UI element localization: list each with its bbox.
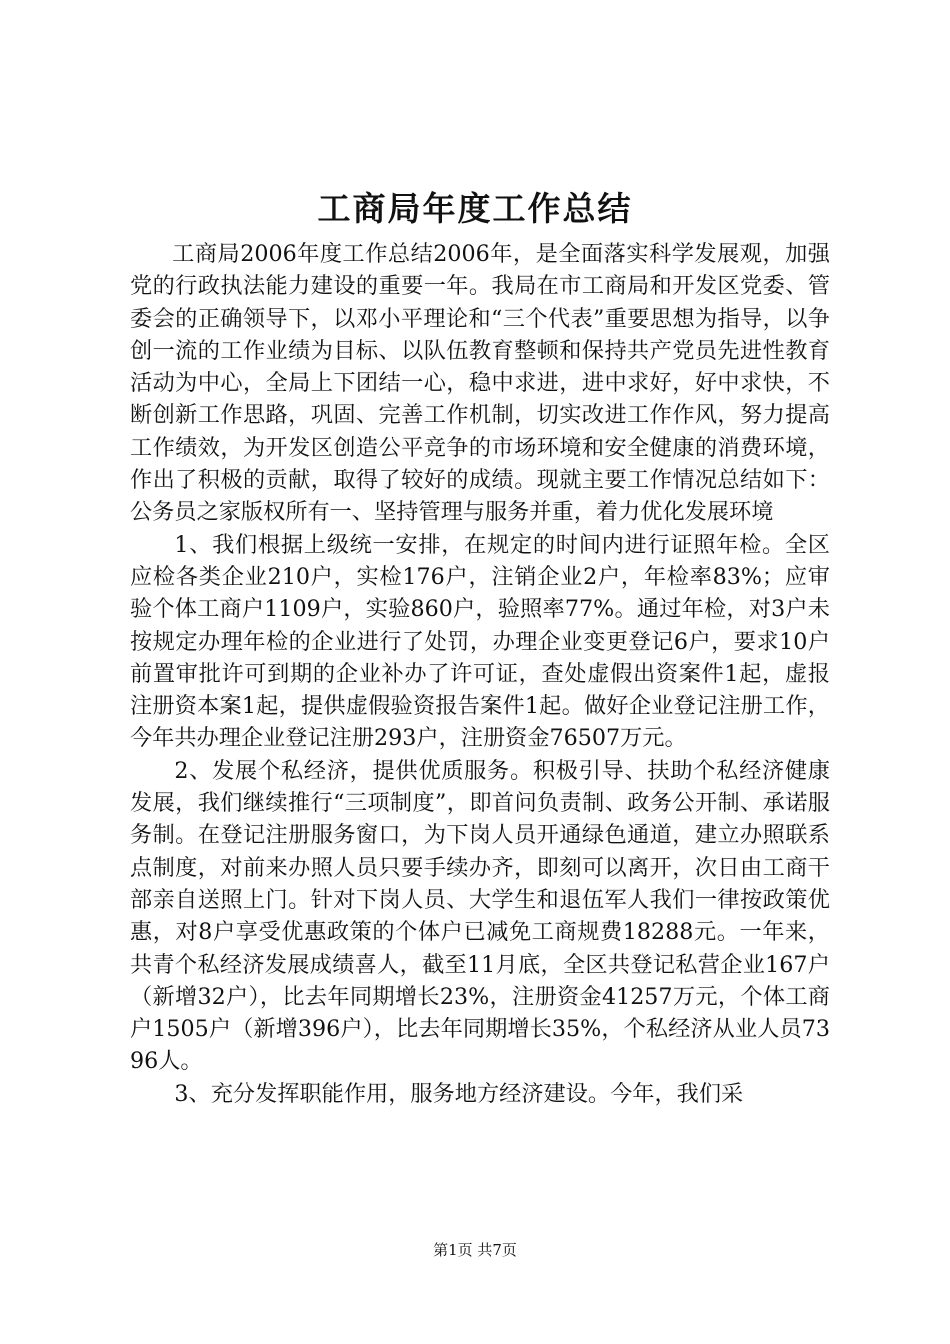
- paragraph-intro: 工商局2006年度工作总结2006年，是全面落实科学发展观，加强党的行政执法能力建设的重要一年。我局在市工商局和开发区党委、管委会的正确领导下，以邓小平理论和“三个代表”重要思想为指导，以争创一流的工作业绩为目标、以队伍教育整顿和保持共产党员先进性教育活动为中心，全局上下团结一心，稳中求进，进中求好，好中求快，不断创新工作思路，巩固、完善工作机制，切实改进工作作风，努力提高工作绩效，为开发区创造公平竞争的市场环境和安全健康的消费环境，作出了积极的贡献，取得了较好的成绩。现就主要工作情况总结如下：公务员之家版权所有一、坚持管理与服务并重，着力优化发展环境: [130, 241, 830, 526]
- document-body: [130, 238, 830, 1110]
- paragraph-local-economy: 3、充分发挥职能作用，服务地方经济建设。今年，我们采: [174, 1080, 744, 1107]
- paragraph-private-economy: 2、发展个私经济，提供优质服务。积极引导、扶助个私经济健康发展，我们继续推行“三项制度”，即首问负责制、政务公开制、承诺服务制。在登记注册服务窗口，为下岗人员开通绿色通道，建立办照联系点制度，对前来办照人员只要手续办齐，即刻可以离开，次日由工商干部亲自送照上门。针对下岗人员、大学生和退伍军人我们一律按政策优惠，对8户享受优惠政策的个体户已减免工商规费18288元。一年来，共青个私经济发展成绩喜人，截至11月底，全区共登记私营企业167户（新增32户），比去年同期增长23%，注册资金41257万元，个体工商户1505户（新增396户），比去年同期增长35%，个私经济从业人员7396人。: [130, 757, 830, 1075]
- page-footer: 第1页 共7页: [433, 1241, 517, 1259]
- document-title: 工商局年度工作总结: [317, 189, 633, 228]
- paragraph-license-inspection: 1、我们根据上级统一安排，在规定的时间内进行证照年检。全区应检各类企业210户，实检176户，注销企业2户，年检率83%；应审验个体工商户1109户，实验860户，验照率77%。通过年检，对3户未按规定办理年检的企业进行了处罚，办理企业变更登记6户，要求10户前置审批许可到期的企业补办了许可证，查处虚假出资案件1起，虚报注册资本案1起，提供虚假验资报告案件1起。做好企业登记注册工作，今年共办理企业登记注册293户，注册资金76507万元。: [130, 531, 830, 752]
